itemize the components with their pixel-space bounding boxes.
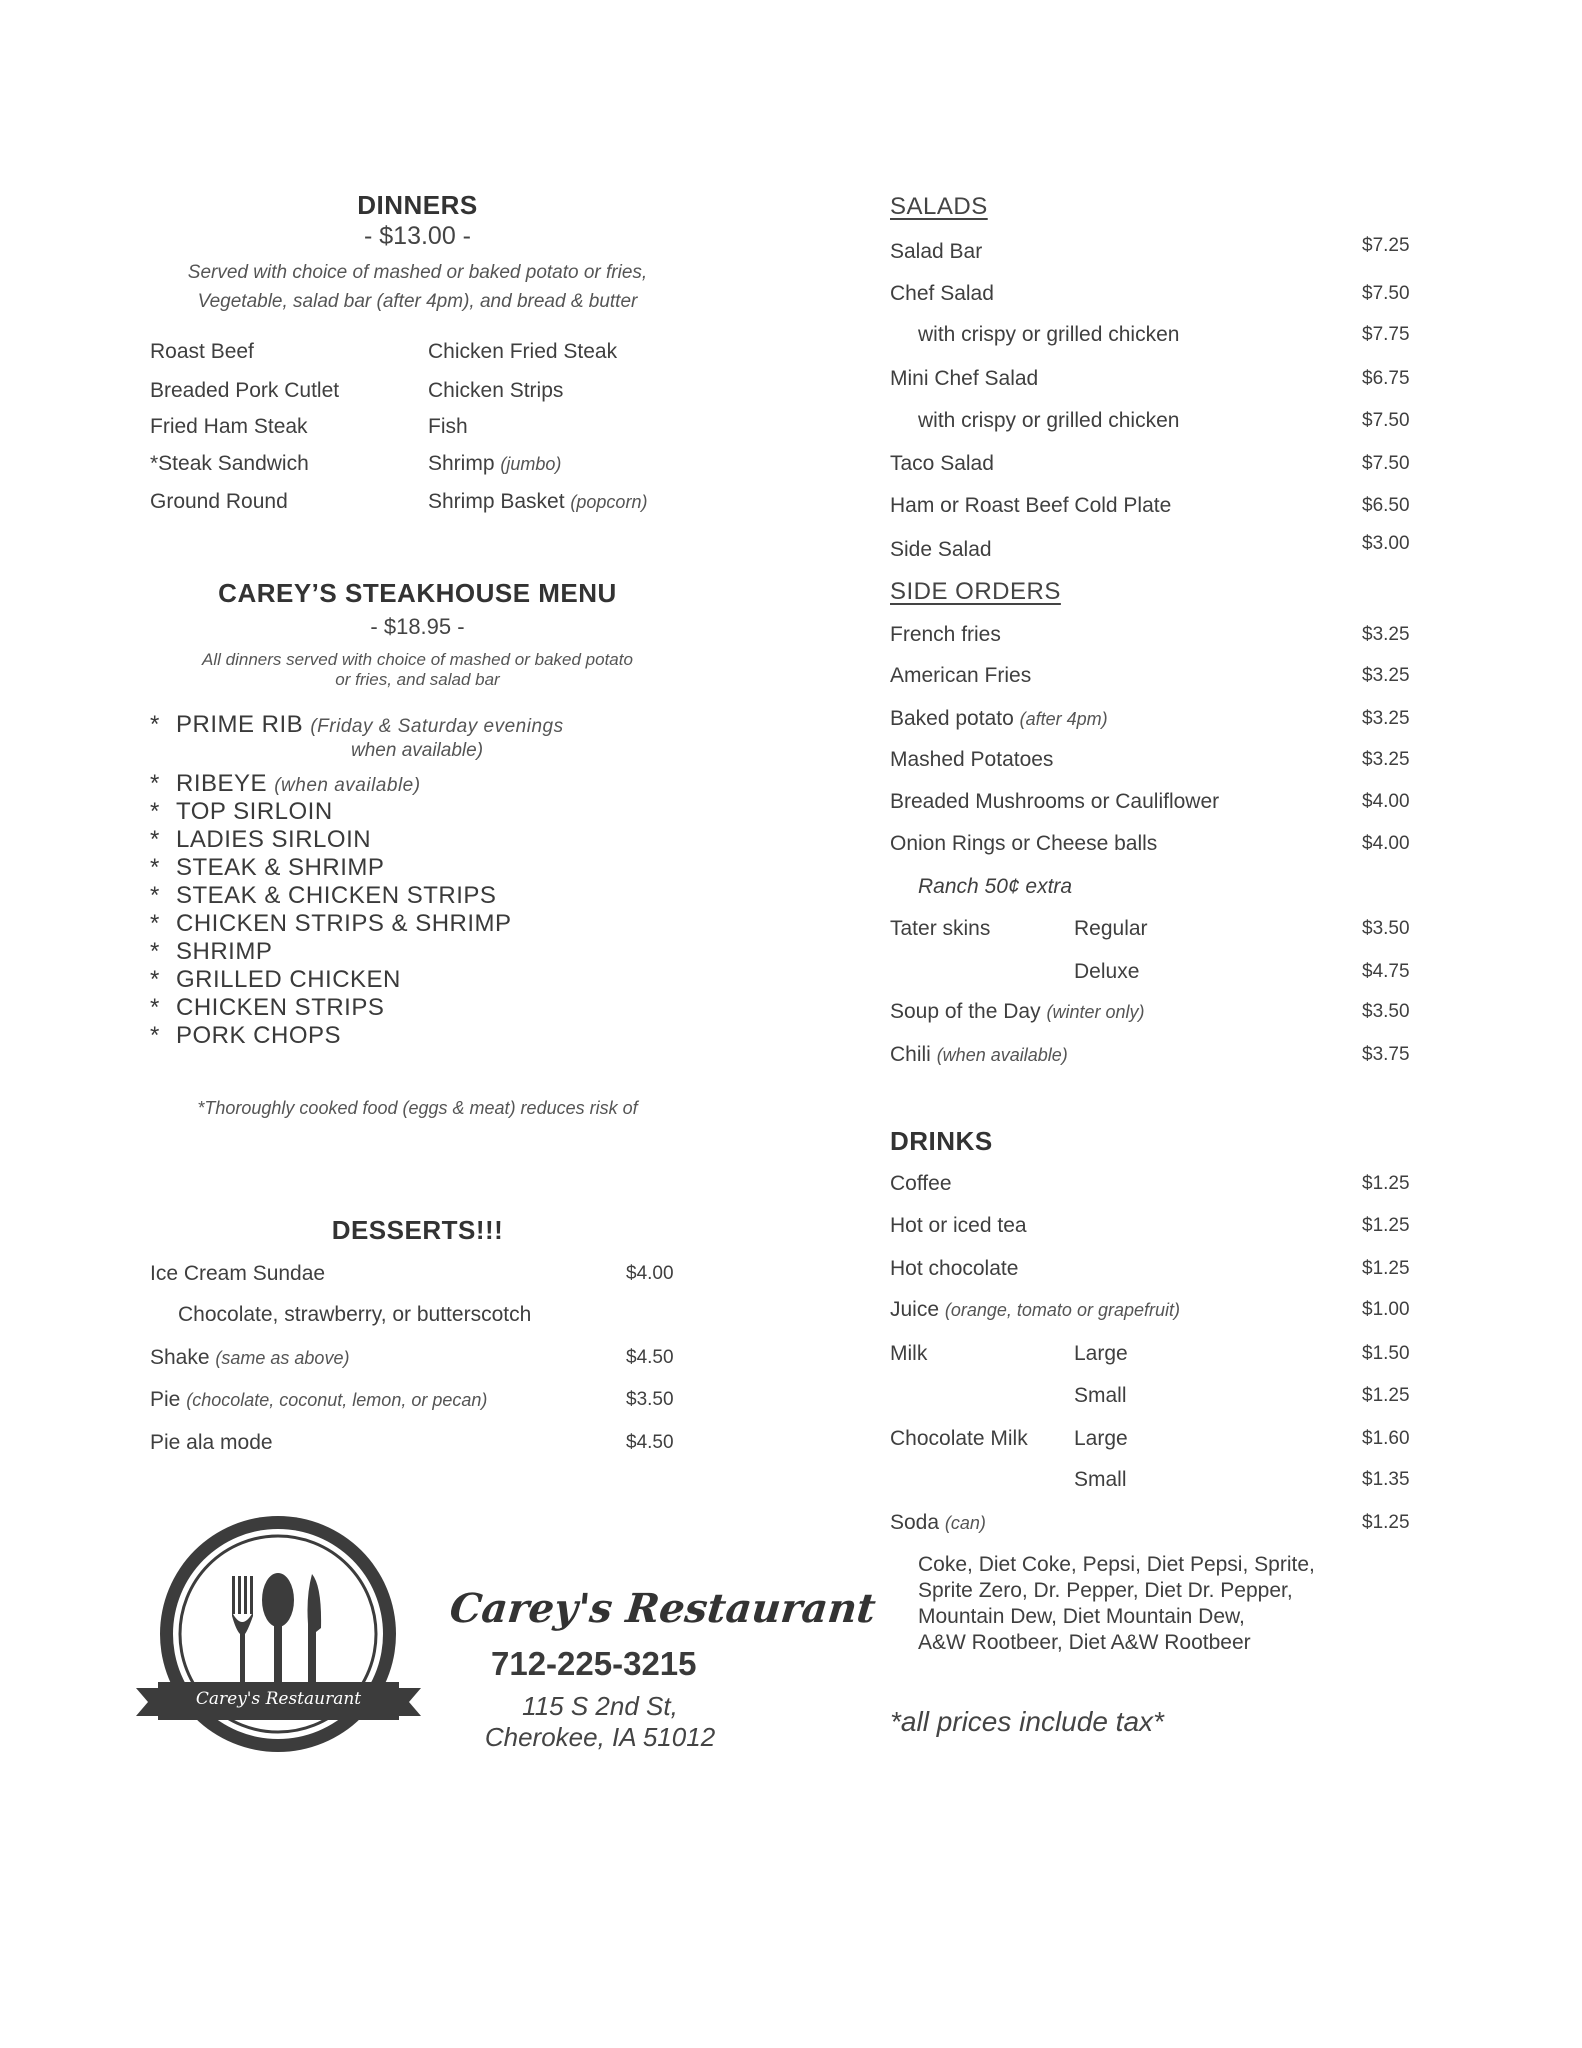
drink-size: Large [1074,1342,1128,1365]
salad-price: $7.50 [1362,283,1410,304]
dessert-item: Chocolate, strawberry, or butterscotch [178,1303,532,1326]
salad-item: Taco Salad [890,452,994,475]
drink-price: $1.35 [1362,1469,1410,1490]
dinner-item: Shrimp Basket (popcorn) [428,490,648,513]
salads-title: SALADS [890,193,988,220]
dessert-item: Ice Cream Sundae [150,1262,326,1285]
dinner-item: Fish [428,415,468,438]
side-price: $3.25 [1362,624,1410,645]
dinner-item: Ground Round [150,490,288,513]
soda-list-line: Coke, Diet Coke, Pepsi, Diet Pepsi, Sprite, [918,1553,1315,1576]
salad-price: $3.00 [1362,533,1410,554]
drink-size: Small [1074,1468,1127,1491]
salad-item: with crispy or grilled chicken [918,323,1180,346]
drink-item: Milk [890,1342,928,1365]
dinner-item: Roast Beef [150,340,254,363]
side-price: $3.25 [1362,749,1410,770]
logo-emblem [136,1516,421,1766]
steak-item: * TOP SIRLOIN [150,798,333,825]
dinners-note-line2: Vegetable, salad bar (after 4pm), and bread & butter [197,291,638,312]
dinner-item: Shrimp (jumbo) [428,452,562,475]
steak-item-note: when available) [351,740,484,761]
steak-item: * STEAK & SHRIMP [150,854,385,881]
side-item-option: Deluxe [1074,960,1140,983]
steak-item: * RIBEYE (when available) [150,770,421,797]
restaurant-phone: 712-225-3215 [491,1645,697,1682]
salad-price: $6.50 [1362,495,1410,516]
dessert-item: Pie ala mode [150,1431,273,1454]
drink-item: Juice (orange, tomato or grapefruit) [890,1298,1180,1321]
salad-item: Ham or Roast Beef Cold Plate [890,494,1172,517]
side-item: American Fries [890,664,1032,687]
salad-price: $7.75 [1362,324,1410,345]
steakhouse-note-line2: or fries, and salad bar [335,670,500,689]
side-price: $3.75 [1362,1044,1410,1065]
salad-item: Mini Chef Salad [890,367,1039,390]
drink-item: Chocolate Milk [890,1427,1028,1450]
side-item: Chili (when available) [890,1043,1068,1066]
steak-item: * STEAK & CHICKEN STRIPS [150,882,497,909]
drink-price: $1.25 [1362,1512,1410,1533]
soda-list-line: Sprite Zero, Dr. Pepper, Diet Dr. Pepper, [918,1579,1293,1602]
dinners-price: - $13.00 - [363,222,471,250]
dessert-price: $4.50 [626,1432,674,1453]
logo-text: Carey's Restaurant [195,1689,362,1709]
steakhouse-note-line1: All dinners served with choice of mashed or baked potato [202,650,633,669]
side-item: Mashed Potatoes [890,748,1054,771]
side-item-note: Ranch 50¢ extra [918,875,1073,898]
dinner-item: Breaded Pork Cutlet [150,379,340,402]
salad-price: $7.50 [1362,410,1410,431]
steak-item: * CHICKEN STRIPS & SHRIMP [150,910,512,937]
dessert-price: $3.50 [626,1389,674,1410]
side-price: $3.25 [1362,665,1410,686]
drink-price: $1.25 [1362,1385,1410,1406]
steak-item: * SHRIMP [150,938,273,965]
side-item: Soup of the Day (winter only) [890,1000,1145,1023]
side-price: $3.50 [1362,918,1410,939]
restaurant-address-line1: 115 S 2nd St, [522,1691,678,1721]
drink-item: Hot or iced tea [890,1214,1027,1237]
drink-item: Coffee [890,1172,952,1195]
steak-item: * CHICKEN STRIPS [150,994,385,1021]
desserts-title: DESSERTS!!! [331,1215,504,1245]
side-price: $3.50 [1362,1001,1410,1022]
salad-price: $7.50 [1362,453,1410,474]
side-item: Tater skins [890,917,991,940]
steakhouse-title: CAREY’S STEAKHOUSE MENU [218,578,617,608]
side-item: Baked potato (after 4pm) [890,707,1108,730]
steak-item: * LADIES SIRLOIN [150,826,372,853]
drink-price: $1.25 [1362,1258,1410,1279]
drinks-title: DRINKS [890,1126,993,1156]
side-price: $4.75 [1362,961,1410,982]
steakhouse-price: - $18.95 - [370,614,465,639]
dessert-item: Pie (chocolate, coconut, lemon, or pecan) [150,1388,488,1411]
dinner-item: *Steak Sandwich [150,452,309,475]
salad-item: Side Salad [890,538,992,561]
side-orders-title: SIDE ORDERS [890,578,1061,605]
salad-item: Chef Salad [890,282,994,305]
salad-item: Salad Bar [890,240,983,263]
steakhouse-footnote: *Thoroughly cooked food (eggs & meat) reduces risk of [197,1098,638,1118]
drink-size: Small [1074,1384,1127,1407]
dinner-item: Chicken Strips [428,379,564,402]
salad-price: $6.75 [1362,368,1410,389]
dessert-item: Shake (same as above) [150,1346,350,1369]
dinners-title: DINNERS [357,190,478,220]
dinner-item: Fried Ham Steak [150,415,308,438]
drink-item: Hot chocolate [890,1257,1019,1280]
drink-price: $1.25 [1362,1173,1410,1194]
restaurant-logo [136,1516,421,1766]
soda-list-line: Mountain Dew, Diet Mountain Dew, [918,1605,1245,1628]
drink-price: $1.25 [1362,1215,1410,1236]
drink-price: $1.60 [1362,1428,1410,1449]
steak-item: * PORK CHOPS [150,1022,342,1049]
drink-size: Large [1074,1427,1128,1450]
steak-item: * PRIME RIB (Friday & Saturday evenings [150,711,564,738]
dinner-item: Chicken Fried Steak [428,340,618,363]
restaurant-name: Carey's Restaurant [447,1585,878,1632]
steak-item: * GRILLED CHICKEN [150,966,401,993]
side-item-option: Regular [1074,917,1148,940]
drink-price: $1.50 [1362,1343,1410,1364]
tax-note: *all prices include tax* [890,1706,1164,1737]
dinners-note-line1: Served with choice of mashed or baked potato or fries, [187,262,648,283]
salad-item: with crispy or grilled chicken [918,409,1180,432]
side-price: $4.00 [1362,833,1410,854]
drink-item: Soda (can) [890,1511,986,1534]
side-price: $3.25 [1362,708,1410,729]
side-item: Breaded Mushrooms or Cauliflower [890,790,1220,813]
soda-list-line: A&W Rootbeer, Diet A&W Rootbeer [918,1631,1251,1654]
side-price: $4.00 [1362,791,1410,812]
restaurant-address-line2: Cherokee, IA 51012 [484,1722,716,1752]
salad-price: $7.25 [1362,235,1410,256]
side-item: French fries [890,623,1001,646]
dessert-price: $4.50 [626,1347,674,1368]
drink-price: $1.00 [1362,1299,1410,1320]
dessert-price: $4.00 [626,1263,674,1284]
side-item: Onion Rings or Cheese balls [890,832,1158,855]
